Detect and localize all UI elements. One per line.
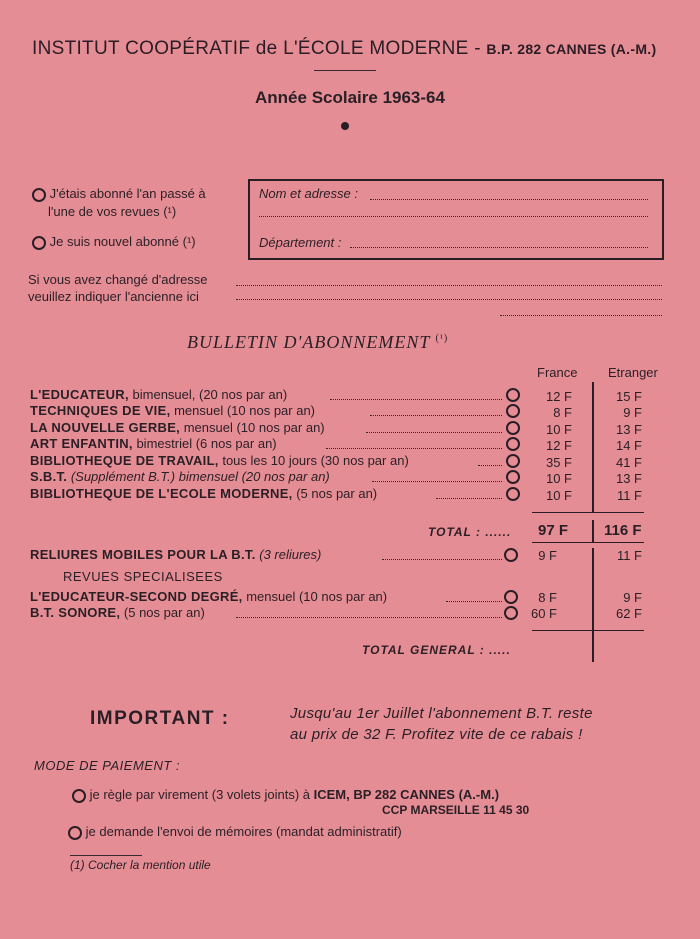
reliures-name: RELIURES MOBILES POUR LA B.T. [30, 547, 256, 562]
name-address-field[interactable] [370, 199, 648, 200]
select-circle-icon[interactable] [506, 454, 520, 468]
status-option-previous[interactable] [32, 185, 206, 221]
subscription-detail: (5 nos par an) [292, 486, 378, 501]
subscription-row[interactable] [30, 486, 377, 501]
leader-dots [478, 465, 502, 466]
header-divider [314, 70, 376, 71]
select-circle-icon[interactable] [504, 590, 518, 604]
payment-icem-address: ICEM, BP 282 CANNES (A.-M.) [313, 787, 500, 802]
total-foreign: 116 F [604, 522, 642, 539]
price-france: 12 F [545, 389, 572, 404]
payment-title: MODE DE PAIEMENT : [34, 758, 180, 773]
select-circle-icon[interactable] [506, 404, 520, 418]
payment-option-transfer-label: je règle par virement (3 volets joints) à [89, 787, 310, 802]
special-row[interactable] [30, 605, 205, 620]
reliures-row[interactable] [30, 547, 321, 562]
old-address-field-3[interactable] [500, 315, 662, 316]
select-circle-icon[interactable] [506, 437, 520, 451]
important-line2: au prix de 32 F. Profitez vite de ce rabais ! [290, 726, 583, 743]
price-france: 60 F [530, 606, 557, 621]
checkbox-circle-icon[interactable] [32, 236, 46, 250]
reliures-detail: (3 reliures) [255, 547, 322, 562]
price-foreign: 62 F [615, 606, 642, 621]
subscription-detail: mensuel (10 nos par an) [170, 403, 316, 418]
column-divider [592, 548, 594, 662]
leader-dots [366, 432, 502, 433]
price-foreign: 9 F [623, 405, 642, 420]
leader-dots [330, 399, 502, 400]
subscription-name: TECHNIQUES DE VIE, [30, 403, 171, 418]
status-option-previous-line1: J'étais abonné l'an passé à [49, 186, 206, 201]
column-foreign: Etranger [608, 365, 658, 380]
total-label: TOTAL : ...... [428, 525, 512, 539]
subscription-row[interactable] [30, 453, 409, 468]
special-detail: mensuel (10 nos par an) [242, 589, 388, 604]
price-foreign: 14 F [615, 438, 642, 453]
department-label: Département : [259, 235, 342, 250]
total-rule [532, 542, 644, 543]
price-france: 12 F [545, 438, 572, 453]
leader-dots [370, 415, 502, 416]
subscription-detail: bimensuel, (20 nos par an) [128, 387, 288, 402]
institute-address: B.P. 282 CANNES (A.-M.) [486, 41, 657, 57]
leader-dots [372, 481, 502, 482]
price-foreign: 15 F [615, 389, 642, 404]
select-circle-icon[interactable] [504, 548, 518, 562]
subscription-name: BIBLIOTHEQUE DE L'ECOLE MODERNE, [30, 486, 293, 501]
change-address-line1: Si vous avez changé d'adresse [28, 272, 208, 287]
important-text [290, 703, 593, 745]
bullet-dot [341, 122, 349, 130]
price-foreign: 9 F [623, 590, 642, 605]
subscription-row[interactable] [30, 387, 287, 402]
special-detail: (5 nos par an) [120, 605, 205, 620]
subscription-name: LA NOUVELLE GERBE, [30, 420, 181, 435]
subscription-name: ART ENFANTIN, [30, 436, 133, 451]
subscription-name: L'EDUCATEUR, [30, 387, 129, 402]
leader-dots [436, 498, 502, 499]
price-france: 35 F [545, 455, 572, 470]
department-field[interactable] [350, 247, 648, 248]
column-divider [592, 382, 594, 512]
old-address-field-1[interactable] [236, 285, 662, 286]
price-france: 9 F [538, 548, 557, 563]
leader-dots [382, 559, 502, 560]
price-france: 8 F [553, 405, 572, 420]
subscription-detail: tous les 10 jours (30 nos par an) [218, 453, 409, 468]
leader-dots [446, 601, 502, 602]
price-france: 8 F [538, 590, 557, 605]
important-label: IMPORTANT : [90, 708, 230, 729]
price-france: 10 F [545, 422, 572, 437]
payment-option-memoire[interactable] [68, 824, 402, 840]
special-name: B.T. SONORE, [30, 605, 121, 620]
special-name: L'EDUCATEUR-SECOND DEGRÉ, [30, 589, 243, 604]
checkbox-circle-icon[interactable] [32, 188, 46, 202]
price-foreign: 13 F [615, 422, 642, 437]
column-divider [592, 520, 594, 542]
status-option-previous-line2: l'une de vos revues (¹) [48, 204, 177, 219]
price-foreign: 11 F [616, 548, 642, 563]
price-france: 10 F [545, 471, 572, 486]
subscription-row[interactable] [30, 420, 325, 435]
address-box [248, 179, 664, 260]
status-option-new[interactable] [32, 234, 196, 250]
column-france: France [537, 365, 578, 380]
grand-total-rule [532, 630, 644, 631]
leader-dots [236, 617, 502, 618]
radio-circle-icon[interactable] [72, 789, 86, 803]
select-circle-icon[interactable] [506, 421, 520, 435]
name-address-label: Nom et adresse : [259, 186, 358, 201]
school-year: Année Scolaire 1963-64 [255, 88, 445, 107]
status-option-new-label: Je suis nouvel abonné (¹) [49, 234, 196, 249]
payment-ccp: CCP MARSEILLE 11 45 30 [382, 803, 530, 817]
price-foreign: 13 F [615, 471, 642, 486]
footnote: (1) Cocher la mention utile [70, 858, 211, 872]
select-circle-icon[interactable] [504, 606, 518, 620]
grand-total-label: TOTAL GENERAL : ..... [362, 643, 511, 657]
bulletin-title-text: BULLETIN D'ABONNEMENT [187, 332, 431, 352]
leader-dots [326, 448, 502, 449]
important-line1: Jusqu'au 1er Juillet l'abonnement B.T. reste [290, 705, 593, 722]
subscription-name: S.B.T. [30, 469, 68, 484]
old-address-field-2[interactable] [236, 299, 662, 300]
price-foreign: 11 F [616, 488, 642, 503]
subscription-row[interactable] [30, 469, 330, 484]
subscription-row[interactable] [30, 436, 277, 451]
change-address-line2: veuillez indiquer l'ancienne ici [28, 289, 199, 304]
payment-option-transfer[interactable] [72, 787, 499, 803]
select-circle-icon[interactable] [506, 470, 520, 484]
total-france: 97 F [538, 522, 569, 539]
subscription-detail: (Supplément B.T.) bimensuel (20 nos par an) [67, 469, 330, 484]
special-row[interactable] [30, 589, 387, 604]
payment-option-memoire-label: je demande l'envoi de mémoires (mandat administratif) [85, 824, 402, 839]
subscription-name: BIBLIOTHEQUE DE TRAVAIL, [30, 453, 219, 468]
price-france: 10 F [545, 488, 572, 503]
bulletin-title-note: (¹) [435, 333, 449, 344]
select-circle-icon[interactable] [506, 487, 520, 501]
subscription-detail: bimestriel (6 nos par an) [132, 436, 277, 451]
header [32, 38, 656, 60]
bulletin-title [187, 332, 448, 353]
special-header: REVUES SPECIALISEES [63, 569, 223, 584]
subscription-detail: mensuel (10 nos par an) [180, 420, 325, 435]
price-foreign: 41 F [615, 455, 642, 470]
change-address-text [28, 271, 208, 305]
institute-name: INSTITUT COOPÉRATIF de L'ÉCOLE MODERNE - [32, 38, 481, 59]
name-address-field-2[interactable] [259, 216, 648, 217]
footnote-divider [70, 855, 142, 856]
subtotal-rule [532, 512, 644, 513]
radio-circle-icon[interactable] [68, 826, 82, 840]
subscription-row[interactable] [30, 403, 315, 418]
select-circle-icon[interactable] [506, 388, 520, 402]
